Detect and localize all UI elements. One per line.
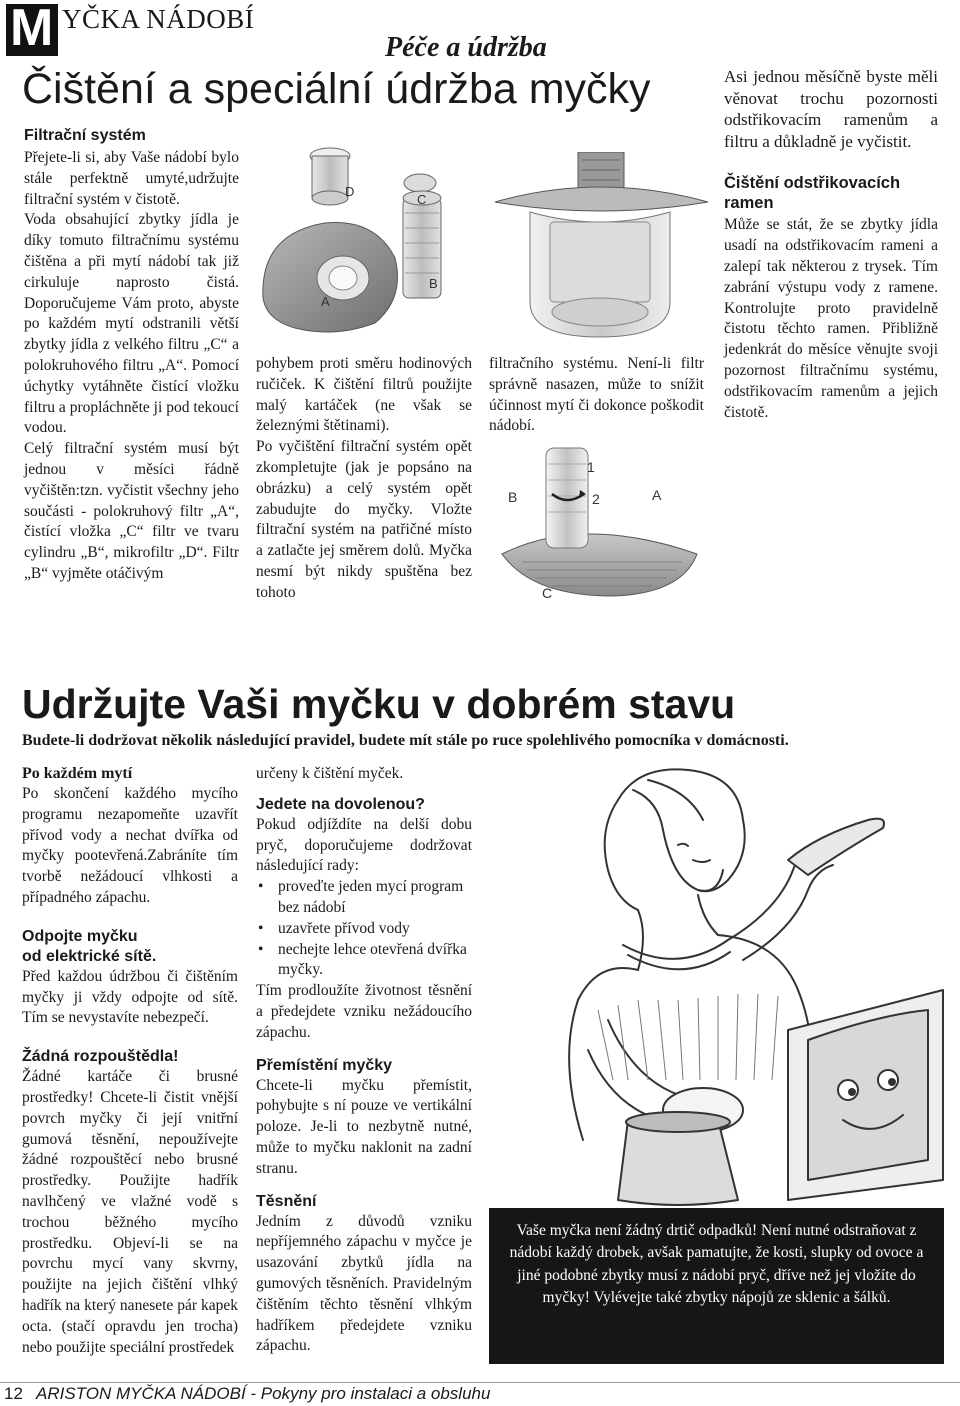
seal-text: Jedním z důvodů vzniku nepříjemného zápachu v myčce je usazování zbytků jídla na gumových těsněních. Pravidelným čištěním těchto těsnění vlhkým hadříkem předejdete vzniku zápachu. bbox=[256, 1212, 472, 1355]
filter-column-3 bbox=[489, 354, 704, 437]
care-column-1 bbox=[22, 764, 238, 1358]
filter-col2-text: pohybem proti směru hodinových ručiček. K čištění filtrů použijte malý kartáček (ne však se železnými štětinami). bbox=[256, 355, 472, 435]
label-c2: C bbox=[542, 585, 553, 601]
label-a2: A bbox=[652, 487, 662, 503]
label-a: A bbox=[321, 294, 330, 309]
after-wash-text: Po skončení každého mycího programu nezapomeňte uzavřít přívod vody a nechat dvířka od myčky pootevřená.Zabráníte tím tvorbě nežádoucí vlhkosti a případného zápachu. bbox=[22, 785, 238, 906]
filter-paragraph-2: Voda obsahující zbytky jídla je díky tomuto filtračnímu systému čištěna a při mytí nádobí tak již cirkuluje naprosto čistá. Doporučujeme Vám proto, abyste po každém mytí odstranili větší zbytky jídla z velkého filtru „C“ a polokruhového filtru „A“. Pomocí úchytky vytáhněte čistící vložku filtru a propláchněte ji pod tekoucí vodou. bbox=[24, 211, 239, 437]
filter-assembly-illustration bbox=[492, 444, 704, 604]
list-item: • uzavřete přívod vody bbox=[256, 919, 472, 940]
solvent-heading: Žádná rozpouštědla! bbox=[22, 1048, 179, 1066]
filter-heading: Filtrační systém bbox=[24, 127, 146, 144]
list-item: • nechejte lehce otevřená dvířka myčky. bbox=[256, 940, 472, 982]
filter-parts-illustration bbox=[255, 138, 477, 338]
care-title: Udržujte Vaši myčku v dobrém stavu bbox=[22, 681, 736, 727]
tip-box bbox=[489, 1208, 944, 1364]
unplug-text: Před každou údržbou či čištěním myčky ji vždy odpojte od sítě. Tím se nevystavíte nebezpečí. bbox=[22, 967, 238, 1027]
filter-column-1 bbox=[24, 126, 239, 585]
page-number: 12 bbox=[4, 1384, 23, 1403]
filter-paragraph-1: Přejete-li si, aby Vaše nádobí bylo stále perfektně umyté,udržujte filtrační systém v čistotě. bbox=[24, 149, 239, 208]
unplug-heading-1: Odpojte myčku bbox=[22, 927, 138, 945]
logo-letter: M bbox=[10, 0, 54, 57]
spray-text: Může se stát, že se zbytky jídla usadí na odstřikovacím rameni a zalepí tak některou z trysek. Tím zabrání výstupu vody z ramene. Kontrolujte proto pravidelně čistotu těchto ramen. Přibližně jedenkrát do měsíce věnujte svoji pozornost filtračnímu systému, odstřikovacím ramenům a jejich čistotě. bbox=[724, 216, 938, 421]
section-title: YČKA NÁDOBÍ bbox=[62, 4, 255, 34]
logo-box bbox=[6, 0, 58, 57]
filter-paragraph-3: Celý filtrační systém musí být jednou v měsíci řádně vyčištěn:tzn. vyčistit všechny jeho součásti - polokruhový filtr „A“, čistící vložka „C“ filtr ve tvaru cylindru „B“, mikrofiltr „D“. Filtr „B“ vyjměte otáčivým bbox=[24, 440, 239, 582]
spray-arm-illustration bbox=[490, 152, 712, 342]
woman-cleaning-illustration bbox=[488, 760, 948, 1210]
vacation-heading: Jedete na dovolenou? bbox=[256, 795, 425, 813]
care-col2-top: určeny k čištění myček. bbox=[256, 765, 404, 782]
care-column-2 bbox=[256, 764, 472, 1357]
vacation-text: Pokud odjíždíte na delší dobu pryč, doporučujeme dodržovat následující rady: bbox=[256, 815, 472, 875]
label-1: 1 bbox=[587, 459, 595, 475]
solvent-text: Žádné kartáče či brusné prostředky! Chcete-li čistit vnější povrch myčky či její vnitřní gumová těsnění, nepoužívejte žádné rozpouštěcí nebo brusné prostředky. Použijte hadřík navlhčený ve vlažné vodě s trochou běžného mycího prostředku. Objeví-li se na povrchu mycí vany skvrny, použijte na jejich čištění vlhký hadřík na který nanesete pár kapek octa. (stačí opravdu jen trocha) nebo použijte speciální prostředek bbox=[22, 1068, 238, 1356]
label-b2: B bbox=[508, 489, 518, 505]
list-item: • proveďte jeden mycí program bez nádobí bbox=[256, 877, 472, 919]
spray-column bbox=[724, 66, 938, 423]
filter-col3-text: filtračního systému. Není-li filtr správně nasazen, může to snížit účinnost mytí či dokonce poškodit nádobí. bbox=[489, 355, 704, 435]
filter-col2-text-b: Po vyčištění filtrační systém opět zkompletujte (jak je popsáno na obrázku) a celý systém opět zabudujte do myčky. Vložte filtrační systém na patřičné místo a zatlačte jej směrem dolů. Myčka nesmí být nikdy spuštěna bez tohoto bbox=[256, 438, 472, 601]
label-b: B bbox=[429, 276, 438, 291]
move-text: Chcete-li myčku přemístit, pohybujte s ní pouze ve vertikální poloze. Je-li to nezbytně nutné, může to myčku naklonit na zadní stranu. bbox=[256, 1076, 472, 1177]
spray-heading: Čištění odstřikovacích ramen bbox=[724, 174, 901, 213]
after-wash-heading: Po každém mytí bbox=[22, 765, 133, 782]
move-heading: Přemístění myčky bbox=[256, 1056, 393, 1074]
spray-intro: Asi jednou měsíčně byste měli věnovat trochu pozornosti odstřikovacím ramenům a filtru a důkladně je vyčistit. bbox=[724, 67, 938, 151]
label-2: 2 bbox=[592, 491, 600, 507]
filter-column-2 bbox=[256, 354, 472, 604]
care-subtitle: Budete-li dodržovat několik následující pravidel, budete mít stále po ruce spolehlivého pomocníka v domácnosti. bbox=[22, 732, 789, 749]
label-c: C bbox=[417, 192, 427, 207]
page-subtitle: Péče a údržba bbox=[385, 32, 547, 63]
seal-heading: Těsnění bbox=[256, 1192, 317, 1210]
vacation-list bbox=[256, 877, 472, 981]
footer-text: ARISTON MYČKA NÁDOBÍ - Pokyny pro instalaci a obsluhu bbox=[36, 1384, 491, 1403]
tip-text: Vaše myčka není žádný drtič odpadků! Není nutné odstraňovat z nádobí každý drobek, avšak pamatujte, že kosti, slupky od ovoce a jiné podobné zbytky musí z nádobí pryč, dříve než jej vložíte do myčky! Vylévejte také zbytky nápojů ze sklenic a šálků. bbox=[509, 1222, 924, 1307]
unplug-heading-2: od elektrické sítě. bbox=[22, 947, 157, 965]
label-d: D bbox=[345, 184, 355, 199]
vacation-after: Tím prodloužíte životnost těsnění a předejdete vzniku nežádoucího zápachu. bbox=[256, 982, 472, 1041]
page-title: Čištění a speciální údržba myčky bbox=[22, 65, 651, 113]
